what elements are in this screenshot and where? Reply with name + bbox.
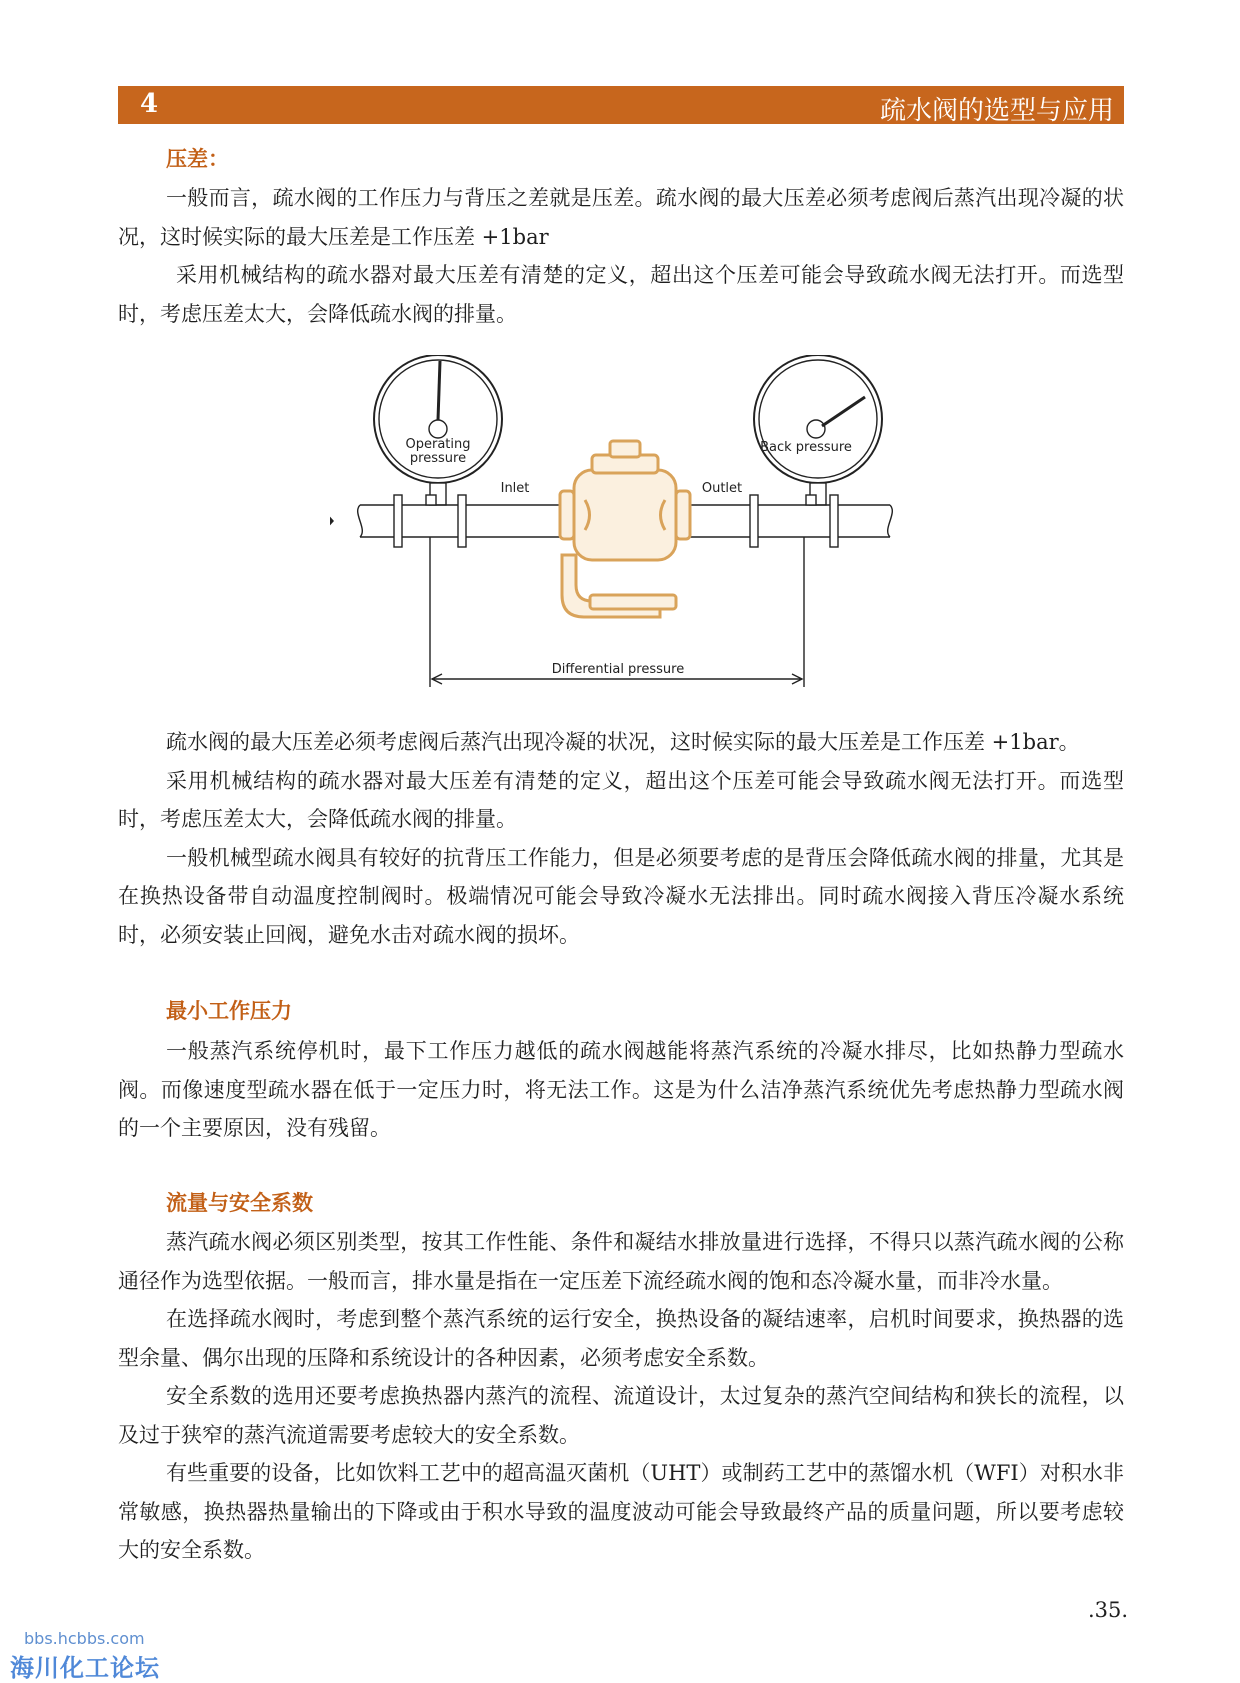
section3-body: [118, 1223, 1124, 1570]
differential-pressure-label: Differential pressure: [551, 662, 685, 677]
paragraph: 疏水阀的最大压差必须考虑阀后蒸汽出现冷凝的状况，这时候实际的最大压差是工作压差 +1bar。: [166, 730, 1080, 754]
paragraph: 有些重要的设备，比如饮料工艺中的超高温灭菌机（UHT）或制药工艺中的蒸馏水机（WFI）对积水非常敏感，换热器热量输出的下降或由于积水导致的温度波动可能会导致最终产品的质量问题，所以要考虑较大的安全系数。: [118, 1461, 1124, 1562]
back-pressure-label: Back pressure: [760, 440, 852, 455]
operating-pressure-gauge: [374, 355, 502, 505]
chapter-header-bar: [118, 86, 1124, 124]
watermark-url: bbs.hcbbs.com: [24, 1629, 145, 1648]
section1-body: [118, 179, 1124, 333]
operating-pressure-label-1: Operating: [405, 437, 471, 452]
differential-pressure-diagram: [330, 355, 930, 695]
page-number: .35.: [1088, 1598, 1129, 1622]
section-heading-flow-safety-factor: 流量与安全系数: [166, 1190, 313, 1215]
section-heading-pressure-difference: 压差：: [166, 146, 229, 171]
paragraph: 采用机械结构的疏水器对最大压差有清楚的定义，超出这个压差可能会导致疏水阀无法打开。而选型时，考虑压差太大，会降低疏水阀的排量。: [118, 768, 1124, 831]
paragraph: 采用机械结构的疏水器对最大压差有清楚的定义，超出这个压差可能会导致疏水阀无法打开。而选型时，考虑压差太大，会降低疏水阀的排量。: [118, 263, 1124, 326]
paragraph: 一般机械型疏水阀具有较好的抗背压工作能力，但是必须要考虑的是背压会降低疏水阀的排量，尤其是在换热设备带自动温度控制阀时。极端情况可能会导致冷凝水无法排出。同时疏水阀接入背压冷凝水系统时，必须安装止回阀，避免水击对疏水阀的损坏。: [118, 845, 1124, 947]
section1b-body: [118, 723, 1124, 954]
paragraph: 安全系数的选用还要考虑换热器内蒸汽的流程、流道设计，太过复杂的蒸汽空间结构和狭长的流程，以及过于狭窄的蒸汽流道需要考虑较大的安全系数。: [118, 1384, 1124, 1447]
operating-pressure-label-2: pressure: [409, 451, 467, 466]
chapter-title: 疏水阀的选型与应用: [879, 96, 1114, 126]
outlet-pipe: [680, 495, 892, 547]
inlet-pipe: [358, 495, 570, 547]
steam-trap-icon: [560, 441, 690, 617]
flow-arrow-icon: [330, 510, 334, 532]
outlet-label: Outlet: [701, 481, 743, 496]
watermark-forum-name: 海川化工论坛: [10, 1654, 160, 1682]
section-heading-min-working-pressure: 最小工作压力: [166, 998, 292, 1023]
paragraph: 一般而言，疏水阀的工作压力与背压之差就是压差。疏水阀的最大压差必须考虑阀后蒸汽出现冷凝的状况，这时候实际的最大压差是工作压差 +1bar: [118, 186, 1124, 249]
back-pressure-gauge: [754, 355, 882, 505]
chapter-number: 4: [140, 89, 159, 119]
section2-body: [118, 1032, 1124, 1148]
paragraph: 一般蒸汽系统停机时，最下工作压力越低的疏水阀越能将蒸汽系统的冷凝水排尽，比如热静力型疏水阀。而像速度型疏水器在低于一定压力时，将无法工作。这是为什么洁净蒸汽系统优先考虑热静力型疏水阀的一个主要原因，没有残留。: [118, 1039, 1124, 1140]
inlet-label: Inlet: [500, 481, 530, 496]
paragraph: 在选择疏水阀时，考虑到整个蒸汽系统的运行安全，换热设备的凝结速率，启机时间要求，换热器的选型余量、偶尔出现的压降和系统设计的各种因素，必须考虑安全系数。: [118, 1307, 1124, 1370]
paragraph: 蒸汽疏水阀必须区别类型，按其工作性能、条件和凝结水排放量进行选择，不得只以蒸汽疏水阀的公称通径作为选型依据。一般而言，排水量是指在一定压差下流经疏水阀的饱和态冷凝水量，而非冷水量。: [118, 1230, 1124, 1293]
